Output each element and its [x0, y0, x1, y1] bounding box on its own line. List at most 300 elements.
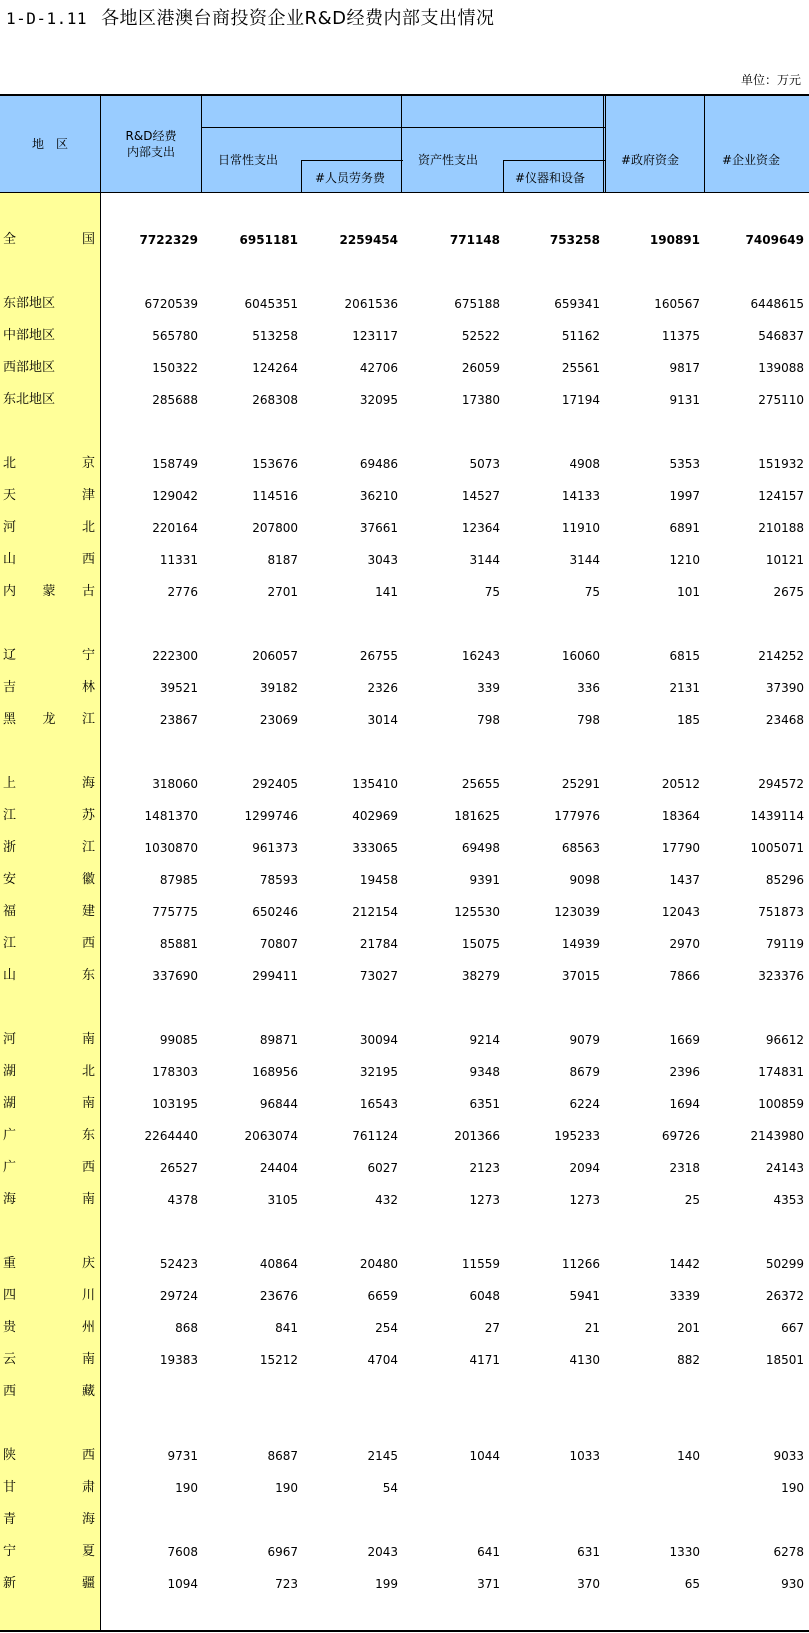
cell-labor-cost: 69486: [359, 457, 398, 471]
table-row: [0, 1568, 809, 1600]
cell-government-funds: 20512: [661, 777, 700, 791]
cell-rd-total: 4378: [167, 1193, 198, 1207]
cell-enterprise-funds: 294572: [758, 777, 804, 791]
region-name-part: 西部地区: [3, 360, 56, 375]
region-name: [3, 1120, 95, 1152]
cell-asset-expenditure: 11559: [461, 1257, 500, 1271]
cell-equipment: 4130: [569, 1353, 600, 1367]
cell-equipment: 37015: [561, 969, 600, 983]
table-row: [0, 1184, 809, 1216]
cell-labor-cost: 20480: [359, 1257, 398, 1271]
region-name: [3, 1024, 95, 1056]
cell-daily-expenditure: 96844: [259, 1097, 298, 1111]
region-name-part: 中部地区: [3, 328, 56, 343]
cell-labor-cost: 54: [382, 1481, 398, 1495]
region-name-part: 广: [3, 1160, 17, 1175]
cell-rd-total: 1094: [167, 1577, 198, 1591]
divider: [401, 127, 605, 128]
header-enterprise-funds: #企业资金: [722, 153, 781, 167]
table-code: 1-D-1.11: [6, 9, 88, 28]
divider: [704, 96, 705, 192]
header-rule: [0, 192, 809, 193]
cell-labor-cost: 3043: [367, 553, 398, 567]
cell-daily-expenditure: 292405: [252, 777, 298, 791]
header-region: 地 区: [31, 137, 68, 151]
cell-equipment: 370: [577, 1577, 600, 1591]
region-name-part: 吉: [3, 680, 17, 695]
cell-asset-expenditure: 27: [484, 1321, 500, 1335]
cell-daily-expenditure: 23676: [259, 1289, 298, 1303]
cell-government-funds: 12043: [661, 905, 700, 919]
region-name: [3, 1184, 95, 1216]
cell-asset-expenditure: 9214: [469, 1033, 500, 1047]
region-name-part: 浙: [3, 840, 17, 855]
cell-labor-cost: 73027: [359, 969, 398, 983]
table-row: [0, 480, 809, 512]
cell-rd-total: 29724: [159, 1289, 198, 1303]
table-row: [0, 544, 809, 576]
cell-rd-total: 19383: [159, 1353, 198, 1367]
table-row: [0, 672, 809, 704]
region-name-part: 川: [81, 1288, 95, 1303]
cell-asset-expenditure: 1044: [469, 1449, 500, 1463]
region-name-part: 北: [81, 520, 95, 535]
region-name: [3, 832, 95, 864]
region-name-part: 京: [81, 456, 95, 471]
region-name-part: 国: [81, 232, 95, 247]
cell-asset-expenditure: 1273: [469, 1193, 500, 1207]
region-name-part: 陕: [3, 1448, 17, 1463]
cell-equipment: 75: [584, 585, 600, 599]
divider: [401, 96, 402, 192]
cell-rd-total: 285688: [152, 393, 198, 407]
table-row: [0, 352, 809, 384]
region-name: [3, 288, 95, 320]
table-row: [0, 768, 809, 800]
cell-rd-total: 39521: [159, 681, 198, 695]
cell-labor-cost: 16543: [359, 1097, 398, 1111]
top-rule: [0, 94, 809, 96]
region-name: [3, 1248, 95, 1280]
cell-rd-total: 52423: [159, 1257, 198, 1271]
cell-enterprise-funds: 1439114: [750, 809, 804, 823]
cell-enterprise-funds: 23468: [765, 713, 804, 727]
region-name: [3, 928, 95, 960]
cell-enterprise-funds: 190: [781, 1481, 804, 1495]
cell-rd-total: 23867: [159, 713, 198, 727]
cell-enterprise-funds: 50299: [765, 1257, 804, 1271]
cell-government-funds: 6891: [669, 521, 700, 535]
cell-asset-expenditure: 38279: [461, 969, 500, 983]
region-name-part: 全: [3, 232, 17, 247]
region-name: [3, 352, 95, 384]
divider: [301, 160, 302, 192]
cell-labor-cost: 26755: [359, 649, 398, 663]
region-name-part: 西: [81, 936, 95, 951]
cell-labor-cost: 2145: [367, 1449, 398, 1463]
cell-daily-expenditure: 24404: [259, 1161, 298, 1175]
cell-government-funds: 882: [677, 1353, 700, 1367]
cell-enterprise-funds: 85296: [765, 873, 804, 887]
cell-labor-cost: 36210: [359, 489, 398, 503]
cell-asset-expenditure: 3144: [469, 553, 500, 567]
table-row: [0, 1472, 809, 1504]
cell-rd-total: 103195: [152, 1097, 198, 1111]
cell-rd-total: 7722329: [139, 233, 198, 247]
cell-daily-expenditure: 513258: [252, 329, 298, 343]
region-name: [3, 800, 95, 832]
region-name-part: 宁: [3, 1544, 17, 1559]
region-name-part: 云: [3, 1352, 17, 1367]
table-row: [0, 896, 809, 928]
cell-asset-expenditure: 6048: [469, 1289, 500, 1303]
region-name-part: 徽: [81, 872, 95, 887]
cell-labor-cost: 2259454: [339, 233, 398, 247]
cell-labor-cost: 761124: [352, 1129, 398, 1143]
cell-daily-expenditure: 153676: [252, 457, 298, 471]
cell-enterprise-funds: 26372: [765, 1289, 804, 1303]
cell-asset-expenditure: 201366: [454, 1129, 500, 1143]
divider: [301, 160, 403, 161]
region-name-part: 重: [3, 1256, 17, 1271]
cell-equipment: 11266: [561, 1257, 600, 1271]
region-name-part: 夏: [81, 1544, 95, 1559]
cell-labor-cost: 123117: [352, 329, 398, 343]
region-name-part: 南: [81, 1096, 95, 1111]
cell-rd-total: 87985: [159, 873, 198, 887]
cell-rd-total: 190: [175, 1481, 198, 1495]
divider: [201, 127, 403, 128]
cell-labor-cost: 141: [375, 585, 398, 599]
cell-daily-expenditure: 15212: [259, 1353, 298, 1367]
cell-rd-total: 99085: [159, 1033, 198, 1047]
cell-enterprise-funds: 139088: [758, 361, 804, 375]
cell-labor-cost: 6027: [367, 1161, 398, 1175]
cell-equipment: 123039: [554, 905, 600, 919]
header-rd-total-line2: 内部支出: [126, 145, 175, 159]
cell-government-funds: 1669: [669, 1033, 700, 1047]
cell-daily-expenditure: 190: [275, 1481, 298, 1495]
cell-equipment: 336: [577, 681, 600, 695]
cell-enterprise-funds: 79119: [765, 937, 804, 951]
table-row: [0, 1024, 809, 1056]
cell-labor-cost: 21784: [359, 937, 398, 951]
region-name: [3, 1376, 95, 1408]
region-name-part: 古: [81, 584, 95, 599]
cell-equipment: 5941: [569, 1289, 600, 1303]
cell-equipment: 11910: [561, 521, 600, 535]
cell-rd-total: 9731: [167, 1449, 198, 1463]
cell-enterprise-funds: 100859: [758, 1097, 804, 1111]
cell-daily-expenditure: 6967: [267, 1545, 298, 1559]
region-name-part: 贵: [3, 1320, 17, 1335]
region-name-part: 庆: [81, 1256, 95, 1271]
cell-enterprise-funds: 930: [781, 1577, 804, 1591]
cell-daily-expenditure: 207800: [252, 521, 298, 535]
table-row: [0, 1504, 809, 1536]
region-name-part: 安: [3, 872, 17, 887]
table-row: [0, 800, 809, 832]
cell-government-funds: 18364: [661, 809, 700, 823]
divider: [201, 96, 202, 192]
cell-rd-total: 220164: [152, 521, 198, 535]
region-name: [3, 512, 95, 544]
cell-enterprise-funds: 151932: [758, 457, 804, 471]
divider: [603, 96, 604, 192]
region-name-part: 海: [81, 776, 95, 791]
header-asset-expenditure: 资产性支出: [418, 153, 479, 167]
cell-rd-total: 565780: [152, 329, 198, 343]
region-name-part: 苏: [81, 808, 95, 823]
cell-daily-expenditure: 89871: [259, 1033, 298, 1047]
cell-asset-expenditure: 6351: [469, 1097, 500, 1111]
header-equipment: #仪器和设备: [515, 171, 586, 185]
cell-enterprise-funds: 2143980: [750, 1129, 804, 1143]
cell-government-funds: 1330: [669, 1545, 700, 1559]
cell-government-funds: 9817: [669, 361, 700, 375]
region-name: [3, 384, 95, 416]
region-name-part: 东: [81, 1128, 95, 1143]
cell-government-funds: 5353: [669, 457, 700, 471]
cell-enterprise-funds: 4353: [773, 1193, 804, 1207]
cell-asset-expenditure: 16243: [461, 649, 500, 663]
table-row: [0, 1344, 809, 1376]
cell-asset-expenditure: 371: [477, 1577, 500, 1591]
region-name-part: 北: [3, 456, 17, 471]
region-name: [3, 544, 95, 576]
region-name-part: 东部地区: [3, 296, 56, 311]
cell-daily-expenditure: 168956: [252, 1065, 298, 1079]
cell-equipment: 51162: [561, 329, 600, 343]
cell-asset-expenditure: 181625: [454, 809, 500, 823]
table-row: [0, 384, 809, 416]
region-name-part: 西: [81, 1448, 95, 1463]
cell-government-funds: 1437: [669, 873, 700, 887]
cell-daily-expenditure: 961373: [252, 841, 298, 855]
region-name: [3, 1152, 95, 1184]
cell-equipment: 1273: [569, 1193, 600, 1207]
region-name: [3, 1056, 95, 1088]
cell-government-funds: 160567: [654, 297, 700, 311]
cell-rd-total: 129042: [152, 489, 198, 503]
cell-rd-total: 2776: [167, 585, 198, 599]
region-name-part: 西: [3, 1384, 17, 1399]
cell-labor-cost: 2326: [367, 681, 398, 695]
cell-asset-expenditure: 25655: [461, 777, 500, 791]
cell-enterprise-funds: 6278: [773, 1545, 804, 1559]
region-name-part: 州: [81, 1320, 95, 1335]
cell-daily-expenditure: 299411: [252, 969, 298, 983]
region-name-part: 江: [81, 712, 95, 727]
table-row: [0, 1088, 809, 1120]
region-name-part: 内: [3, 584, 17, 599]
cell-asset-expenditure: 12364: [461, 521, 500, 535]
region-name-part: 四: [3, 1288, 17, 1303]
region-name: [3, 896, 95, 928]
cell-equipment: 14939: [561, 937, 600, 951]
region-name-part: 西: [81, 552, 95, 567]
cell-rd-total: 318060: [152, 777, 198, 791]
header-daily-expenditure: 日常性支出: [218, 153, 279, 167]
cell-daily-expenditure: 206057: [252, 649, 298, 663]
region-name-part: 建: [81, 904, 95, 919]
unit-label: 单位：万元: [740, 73, 801, 87]
cell-enterprise-funds: 2675: [773, 585, 804, 599]
region-name-part: 广: [3, 1128, 17, 1143]
cell-equipment: 8679: [569, 1065, 600, 1079]
cell-government-funds: 140: [677, 1449, 700, 1463]
cell-government-funds: 185: [677, 713, 700, 727]
cell-equipment: 17194: [561, 393, 600, 407]
region-name-part: 南: [81, 1192, 95, 1207]
region-name: [3, 1312, 95, 1344]
cell-equipment: 25291: [561, 777, 600, 791]
cell-daily-expenditure: 23069: [259, 713, 298, 727]
cell-labor-cost: 402969: [352, 809, 398, 823]
cell-labor-cost: 32095: [359, 393, 398, 407]
cell-asset-expenditure: 339: [477, 681, 500, 695]
cell-asset-expenditure: 69498: [461, 841, 500, 855]
cell-rd-total: 775775: [152, 905, 198, 919]
region-name: [3, 448, 95, 480]
page-title: [6, 4, 494, 30]
cell-government-funds: 1694: [669, 1097, 700, 1111]
cell-labor-cost: 4704: [367, 1353, 398, 1367]
cell-asset-expenditure: 9348: [469, 1065, 500, 1079]
cell-daily-expenditure: 1299746: [244, 809, 298, 823]
region-name-part: 山: [3, 552, 17, 567]
cell-enterprise-funds: 7409649: [745, 233, 804, 247]
cell-daily-expenditure: 841: [275, 1321, 298, 1335]
cell-enterprise-funds: 10121: [765, 553, 804, 567]
header-government-funds: #政府资金: [621, 153, 680, 167]
cell-equipment: 9079: [569, 1033, 600, 1047]
region-name: [3, 672, 95, 704]
region-name-part: 疆: [81, 1576, 95, 1591]
cell-equipment: 195233: [554, 1129, 600, 1143]
region-name-part: 湖: [3, 1064, 17, 1079]
cell-equipment: 2094: [569, 1161, 600, 1175]
cell-government-funds: 101: [677, 585, 700, 599]
cell-equipment: 631: [577, 1545, 600, 1559]
region-name-part: 辽: [3, 648, 17, 663]
cell-government-funds: 9131: [669, 393, 700, 407]
table-row: [0, 704, 809, 736]
cell-enterprise-funds: 667: [781, 1321, 804, 1335]
cell-enterprise-funds: 96612: [765, 1033, 804, 1047]
region-name-part: 东: [81, 968, 95, 983]
table-row: [0, 1248, 809, 1280]
table-row: [0, 320, 809, 352]
cell-daily-expenditure: 40864: [259, 1257, 298, 1271]
region-name: [3, 320, 95, 352]
table-row: [0, 224, 809, 256]
cell-government-funds: 190891: [649, 233, 700, 247]
cell-labor-cost: 32195: [359, 1065, 398, 1079]
cell-daily-expenditure: 2701: [267, 585, 298, 599]
cell-government-funds: 2318: [669, 1161, 700, 1175]
cell-government-funds: 7866: [669, 969, 700, 983]
divider: [503, 160, 605, 161]
cell-equipment: 659341: [554, 297, 600, 311]
cell-labor-cost: 37661: [359, 521, 398, 535]
cell-labor-cost: 212154: [352, 905, 398, 919]
cell-asset-expenditure: 798: [477, 713, 500, 727]
cell-rd-total: 1030870: [144, 841, 198, 855]
cell-equipment: 25561: [561, 361, 600, 375]
cell-enterprise-funds: 6448615: [750, 297, 804, 311]
table-row: [0, 1440, 809, 1472]
cell-enterprise-funds: 37390: [765, 681, 804, 695]
cell-equipment: 16060: [561, 649, 600, 663]
cell-government-funds: 1442: [669, 1257, 700, 1271]
cell-rd-total: 85881: [159, 937, 198, 951]
cell-daily-expenditure: 78593: [259, 873, 298, 887]
region-name-part: 河: [3, 520, 17, 535]
cell-rd-total: 337690: [152, 969, 198, 983]
cell-government-funds: 1997: [669, 489, 700, 503]
cell-asset-expenditure: 2123: [469, 1161, 500, 1175]
cell-equipment: 1033: [569, 1449, 600, 1463]
cell-asset-expenditure: 75: [484, 585, 500, 599]
region-name: [3, 864, 95, 896]
cell-asset-expenditure: 125530: [454, 905, 500, 919]
cell-daily-expenditure: 8687: [267, 1449, 298, 1463]
cell-equipment: 4908: [569, 457, 600, 471]
region-name: [3, 224, 95, 256]
cell-equipment: 9098: [569, 873, 600, 887]
cell-labor-cost: 2043: [367, 1545, 398, 1559]
cell-rd-total: 178303: [152, 1065, 198, 1079]
cell-asset-expenditure: 26059: [461, 361, 500, 375]
region-name-part: 江: [3, 936, 17, 951]
cell-government-funds: 201: [677, 1321, 700, 1335]
cell-labor-cost: 6659: [367, 1289, 398, 1303]
region-name: [3, 1472, 95, 1504]
cell-asset-expenditure: 641: [477, 1545, 500, 1559]
region-name: [3, 1088, 95, 1120]
cell-daily-expenditure: 6951181: [239, 233, 298, 247]
cell-daily-expenditure: 6045351: [244, 297, 298, 311]
region-name-part: 海: [81, 1512, 95, 1527]
cell-government-funds: 3339: [669, 1289, 700, 1303]
cell-rd-total: 868: [175, 1321, 198, 1335]
cell-labor-cost: 135410: [352, 777, 398, 791]
cell-labor-cost: 333065: [352, 841, 398, 855]
cell-labor-cost: 432: [375, 1193, 398, 1207]
region-name-part: 江: [3, 808, 17, 823]
region-name: [3, 768, 95, 800]
region-name-part: 北: [81, 1064, 95, 1079]
cell-daily-expenditure: 2063074: [244, 1129, 298, 1143]
cell-government-funds: 69726: [661, 1129, 700, 1143]
table-row: [0, 832, 809, 864]
cell-government-funds: 1210: [669, 553, 700, 567]
cell-labor-cost: 30094: [359, 1033, 398, 1047]
cell-labor-cost: 3014: [367, 713, 398, 727]
cell-enterprise-funds: 323376: [758, 969, 804, 983]
cell-daily-expenditure: 723: [275, 1577, 298, 1591]
cell-equipment: 3144: [569, 553, 600, 567]
region-name-part: 上: [3, 776, 17, 791]
table-row: [0, 576, 809, 608]
table-row: [0, 1280, 809, 1312]
region-name-part: 宁: [81, 648, 95, 663]
table-row: [0, 1376, 809, 1408]
cell-daily-expenditure: 70807: [259, 937, 298, 951]
cell-enterprise-funds: 210188: [758, 521, 804, 535]
region-name-part: 南: [81, 1032, 95, 1047]
